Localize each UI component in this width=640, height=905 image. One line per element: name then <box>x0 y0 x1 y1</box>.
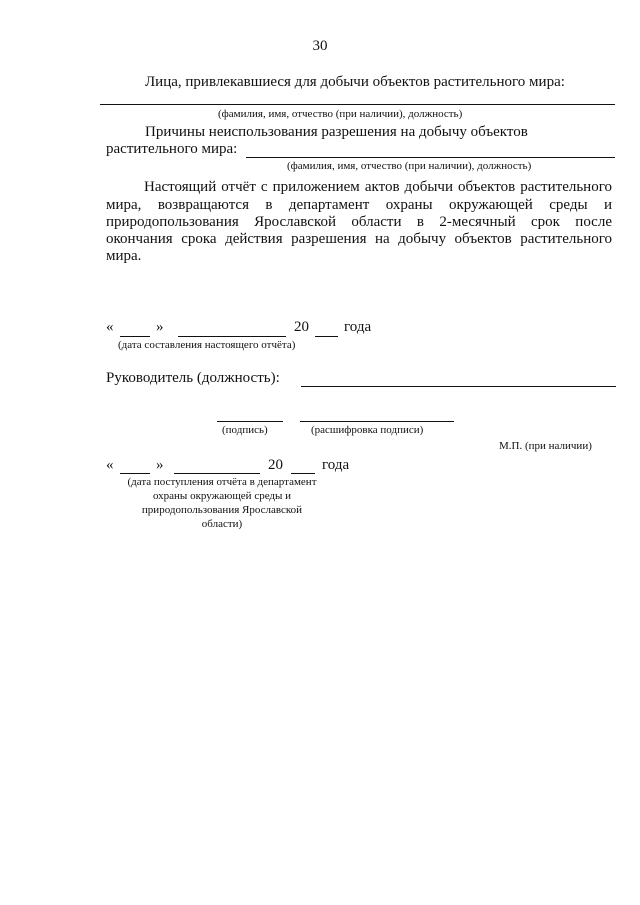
reasons-caption: (фамилия, имя, отчество (при наличии), должность) <box>287 160 532 172</box>
stamp-place: М.П. (при наличии) <box>499 440 592 452</box>
date1-day-field[interactable] <box>120 336 150 337</box>
report-paragraph-line-4: окончания срока действия разрешения на добычу объектов растительного <box>106 231 612 247</box>
date2-close-quote: » <box>156 457 164 473</box>
date1-year-field[interactable] <box>315 336 338 337</box>
date2-year-field[interactable] <box>291 473 315 474</box>
date1-close-quote: » <box>156 319 164 335</box>
reasons-heading-cont: растительного мира: <box>106 141 238 157</box>
date2-day-field[interactable] <box>120 473 150 474</box>
date2-open-quote: « <box>106 457 114 473</box>
reasons-heading: Причины неиспользования разрешения на добычу объектов <box>145 124 528 140</box>
page-number: 30 <box>312 38 328 54</box>
persons-caption: (фамилия, имя, отчество (при наличии), должность) <box>218 108 463 120</box>
head-position-line[interactable] <box>301 386 616 387</box>
persons-line[interactable] <box>100 104 615 105</box>
date1-year-prefix: 20 <box>294 319 309 335</box>
date1-caption: (дата составления настоящего отчёта) <box>118 339 296 351</box>
decoding-caption: (расшифровка подписи) <box>311 424 424 436</box>
report-paragraph-line-3: природопользования Ярославской области в 2-месячный срок после <box>106 214 612 230</box>
date2-caption-line-2: охраны окружающей среды и <box>152 490 292 502</box>
date1-year-suffix: года <box>344 319 372 335</box>
date2-caption-line-4: области) <box>201 518 243 530</box>
date2-year-suffix: года <box>322 457 350 473</box>
date2-caption-line-1: (дата поступления отчёта в департамент <box>127 476 317 488</box>
date2-year-prefix: 20 <box>268 457 283 473</box>
decoding-line[interactable] <box>300 421 454 422</box>
signature-line[interactable] <box>217 421 283 422</box>
persons-heading: Лица, привлекавшиеся для добычи объектов растительного мира: <box>145 74 565 90</box>
head-label: Руководитель (должность): <box>106 370 280 386</box>
date2-caption <box>104 475 340 531</box>
date1-month-field[interactable] <box>178 336 286 337</box>
report-paragraph-line-2: мира, возвращаются в департамент охраны окружающей среды и <box>106 197 612 213</box>
signature-caption: (подпись) <box>222 424 268 436</box>
date2-caption-line-3: природопользования Ярославской <box>141 504 303 516</box>
date1-open-quote: « <box>106 319 114 335</box>
report-paragraph-line-1: Настоящий отчёт с приложением актов добычи объектов растительного <box>144 179 612 195</box>
report-paragraph-line-5: мира. <box>106 248 142 264</box>
reasons-line[interactable] <box>246 157 615 158</box>
date2-month-field[interactable] <box>174 473 260 474</box>
